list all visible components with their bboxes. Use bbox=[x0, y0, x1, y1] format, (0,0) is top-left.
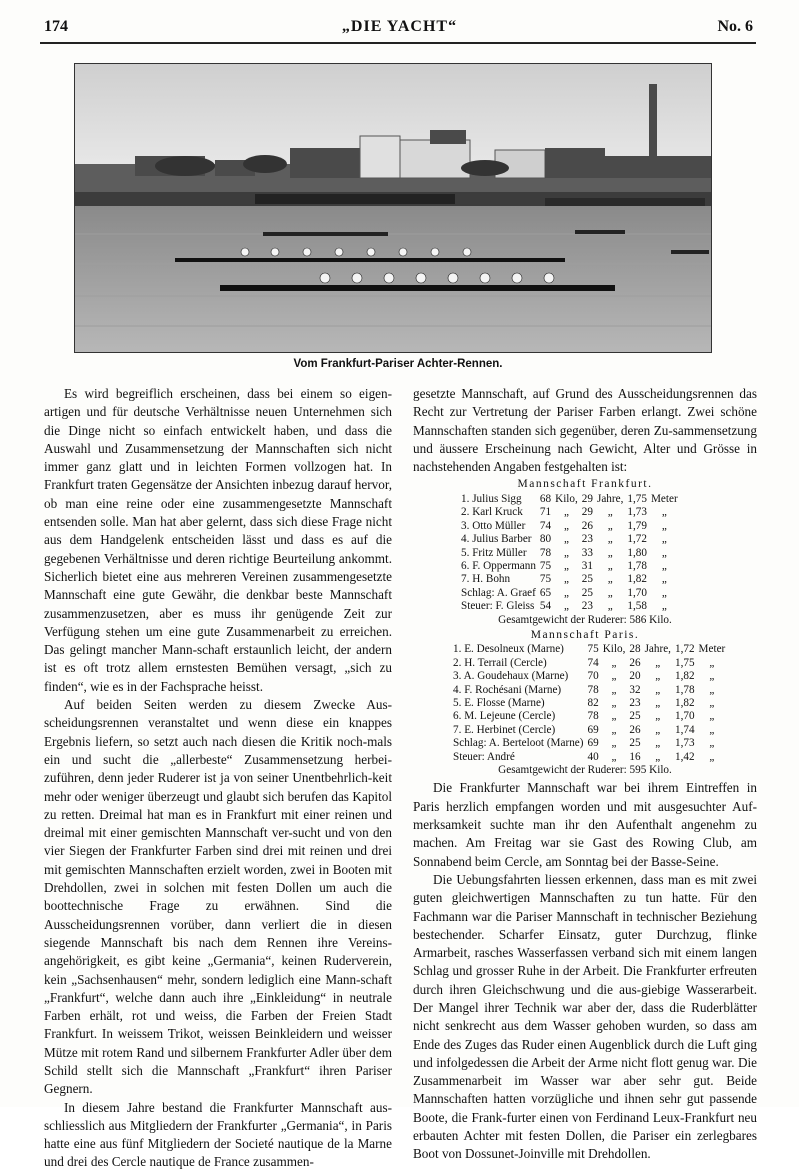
rower-height: 1,78 bbox=[674, 683, 695, 696]
rower-weight: 78 bbox=[587, 710, 599, 723]
rower-name: Steuer: F. Gleiss bbox=[461, 600, 535, 613]
rowing-race-photo bbox=[74, 63, 712, 353]
rower-age: 33 bbox=[581, 546, 593, 559]
age-unit: „ bbox=[655, 656, 661, 669]
rower-name: Steuer: André bbox=[453, 750, 515, 763]
rower-age: 26 bbox=[629, 723, 641, 736]
rower-height: 1,73 bbox=[627, 506, 647, 519]
header-rule bbox=[40, 42, 756, 44]
age-unit: „ bbox=[607, 600, 613, 613]
table-row bbox=[451, 657, 727, 670]
age-unit: „ bbox=[607, 506, 613, 519]
rower-name: Schlag: A. Berteloot (Marne) bbox=[453, 737, 584, 750]
rower-age: 29 bbox=[581, 492, 593, 505]
age-unit: „ bbox=[655, 683, 661, 696]
rower-weight: 40 bbox=[587, 750, 599, 763]
age-unit: „ bbox=[655, 710, 661, 723]
rower-age: 25 bbox=[629, 737, 641, 750]
table-row bbox=[459, 547, 680, 560]
right-intro-paragraph: gesetzte Mannschaft, auf Grund des Ausscheidungsrennen das Recht zur Vertretung der Pariser Farben erlangt. Zwei schöne Mannschaften standen sich gegenüber, deren Zu-sammensetzung und äussere Erscheinung nach Gewicht, Alter und Grösse in nachstehenden Angaben festgehalten ist: bbox=[413, 386, 757, 475]
table-row bbox=[451, 697, 727, 710]
rower-weight: 80 bbox=[539, 533, 552, 546]
weight-unit: „ bbox=[563, 600, 569, 613]
height-unit: „ bbox=[709, 696, 715, 709]
left-paragraph-2: Auf beiden Seiten werden zu diesem Zwecke Aus-scheidungsrennen veranstaltet und wenn diese ein knappes Ergebnis liefern, so setzt auch nach diesen die Kritik noch-mals ein und sucht die „allerbeste“ Zusammensetzung herbei-zuführen, denn jeder Ruderer ist ja von seiner Unentbehrlich-keit mehr oder weniger überzeugt und glaubt sich berufen das Kapitol zu retten. Dreimal hat man es in Frankfurt mit einer reinen und dreimal mit einer gemischten Mannschaft ver-sucht und von den vier Siegen der Frankfurter Farben sind drei mit reinen und drei mit gemischten Mannschaften erzielt worden, zwei in Booten mit Drehdollen, zwei in solchen mit festen Dollen um auch die boottechnische Frage zu erwähnen. Sind die Ausscheidungsrennen vorüber, dann verliert die in diesen siegende Mannschaft bis nach dem Rennen ihre Vereins-angehörigkeit, es gibt keine „Germania“, keinen Ruderverein, kein „Sachsenhausen“ mehr, sondern lediglich eine Mann-schaft „Frankfurt“, welche dann auch ihre „Einkleidung“ in neutrale Farben erhält, rot und weiss, die Farben der Freien Stadt Frankfurt. In weissem Trikot, weissen Beinkleidern und weisser Mütze mit rotem Rand und silbernem Frankfurter Adler über dem Schild stellt sich die Mannschaft „Frankfurt“ ihren Pariser Gegnern. bbox=[44, 697, 392, 1097]
weight-unit: „ bbox=[611, 710, 617, 723]
rower-height: 1,70 bbox=[627, 586, 647, 599]
rower-height: 1,75 bbox=[627, 492, 647, 505]
rower-age: 25 bbox=[581, 573, 593, 586]
height-unit: „ bbox=[661, 600, 667, 613]
rower-name: 4. Julius Barber bbox=[461, 533, 532, 546]
height-unit: Meter bbox=[698, 643, 726, 656]
rower-age: 23 bbox=[629, 696, 641, 709]
table-row bbox=[459, 506, 680, 519]
rower-height: 1,72 bbox=[627, 533, 647, 546]
height-unit: „ bbox=[661, 546, 667, 559]
left-column bbox=[44, 385, 392, 1172]
age-unit: Jahre, bbox=[596, 492, 624, 505]
age-unit: „ bbox=[607, 559, 613, 572]
table-row bbox=[459, 533, 680, 546]
rowing-race-illustration bbox=[75, 64, 711, 352]
height-unit: „ bbox=[661, 559, 667, 572]
rower-age: 26 bbox=[629, 656, 641, 669]
photo-caption: Vom Frankfurt-Pariser Achter-Rennen. bbox=[293, 358, 503, 370]
rower-age: 20 bbox=[629, 670, 641, 683]
weight-unit: „ bbox=[563, 573, 569, 586]
table-row bbox=[451, 751, 727, 764]
rower-name: 1. Julius Sigg bbox=[461, 492, 522, 505]
table-row bbox=[459, 587, 680, 600]
rower-age: 16 bbox=[629, 750, 641, 763]
table-row bbox=[451, 670, 727, 683]
height-unit: „ bbox=[709, 723, 715, 736]
table-row bbox=[451, 710, 727, 723]
roster-paris-table bbox=[451, 643, 727, 764]
roster-frankfurt-title: Mannschaft Frankfurt. bbox=[517, 478, 653, 491]
weight-unit: „ bbox=[611, 737, 617, 750]
rower-weight: 70 bbox=[587, 670, 599, 683]
rower-height: 1,58 bbox=[627, 600, 647, 613]
weight-unit: „ bbox=[563, 559, 569, 572]
rower-height: 1,78 bbox=[627, 559, 647, 572]
roster-paris-title: Mannschaft Paris. bbox=[530, 628, 640, 641]
weight-unit: Kilo, bbox=[555, 492, 578, 505]
table-row bbox=[451, 724, 727, 737]
rower-height: 1,80 bbox=[627, 546, 647, 559]
rower-weight: 54 bbox=[539, 600, 552, 613]
roster-paris-total: Gesamtgewicht der Ruderer: 595 Kilo. bbox=[498, 764, 672, 777]
rower-height: 1,82 bbox=[674, 670, 695, 683]
rower-weight: 74 bbox=[587, 656, 599, 669]
roster-frankfurt-table bbox=[459, 493, 680, 614]
age-unit: „ bbox=[655, 696, 661, 709]
rower-weight: 71 bbox=[539, 506, 552, 519]
rower-weight: 78 bbox=[587, 683, 599, 696]
table-row bbox=[459, 573, 680, 586]
rower-name: 3. A. Goudehaux (Marne) bbox=[453, 670, 569, 683]
height-unit: „ bbox=[661, 506, 667, 519]
rower-age: 29 bbox=[581, 506, 593, 519]
rower-height: 1,72 bbox=[674, 643, 695, 656]
age-unit: „ bbox=[655, 737, 661, 750]
weight-unit: „ bbox=[563, 533, 569, 546]
rower-age: 32 bbox=[629, 683, 641, 696]
weight-unit: „ bbox=[563, 519, 569, 532]
height-unit: „ bbox=[661, 586, 667, 599]
rower-weight: 74 bbox=[539, 519, 552, 532]
age-unit: „ bbox=[655, 750, 661, 763]
rower-name: 3. Otto Müller bbox=[461, 519, 526, 532]
rower-weight: 68 bbox=[539, 492, 552, 505]
table-row bbox=[459, 520, 680, 533]
rower-height: 1,74 bbox=[674, 723, 695, 736]
weight-unit: „ bbox=[611, 750, 617, 763]
height-unit: „ bbox=[709, 683, 715, 696]
rower-height: 1,70 bbox=[674, 710, 695, 723]
rower-height: 1,73 bbox=[674, 737, 695, 750]
weight-unit: „ bbox=[611, 696, 617, 709]
rower-height: 1,75 bbox=[674, 656, 695, 669]
rower-age: 31 bbox=[581, 559, 593, 572]
age-unit: Jahre, bbox=[644, 643, 671, 656]
weight-unit: „ bbox=[611, 656, 617, 669]
issue-number: No. 6 bbox=[717, 18, 753, 35]
page-header bbox=[34, 18, 765, 40]
table-row bbox=[451, 684, 727, 697]
rower-weight: 69 bbox=[587, 737, 599, 750]
rower-weight: 69 bbox=[587, 723, 599, 736]
height-unit: „ bbox=[661, 533, 667, 546]
weight-unit: „ bbox=[611, 670, 617, 683]
rower-weight: 75 bbox=[587, 643, 599, 656]
table-row bbox=[451, 643, 727, 656]
rower-name: Schlag: A. Graef bbox=[461, 586, 536, 599]
rower-weight: 78 bbox=[539, 546, 552, 559]
rower-name: 2. H. Terrail (Cercle) bbox=[453, 656, 547, 669]
rower-age: 25 bbox=[581, 586, 593, 599]
left-paragraph-1: Es wird begreiflich erscheinen, dass bei einem so eigen-artigen und für deutsche Verhältnisse neuen Unternehmen sich die Dinge nicht so einfach entwickelt haben, und dass die Auswahl und Zusammensetzung der Mannschaften sich nicht immer ganz glatt und in leichten Formen vollzogen hat. In Frankfurt traten Gegensätze der Ansichten inbezug darauf hervor, ob man eine reine oder eine zusammengesetzte Mannschaft entsenden solle. Man hat aber gelernt, dass sich diese Frage nicht aus dem Handgelenk entscheiden lässt und dass es auf die gegebenen Verhältnisse und deren richtige Beurteilung ankommt. Sicherlich bietet eine aus mehreren Vereinen zusammengesetzte Mannschaft eine gute Gewähr, die denkbar beste Mannschaft zusammenzusetzen, aber es muss ihr genügende Zeit zur Verfügung stehen um eine gute Zusammenarbeit zu erreichen. Das gelingt mancher Mann-schaft erstaunlich leicht, der andern ist es oft trotz allem ernstesten Bemühen versagt, „sich zu finden“, wie es in der Fachsprache heisst. bbox=[44, 386, 392, 694]
rower-age: 25 bbox=[629, 710, 641, 723]
age-unit: „ bbox=[607, 586, 613, 599]
roster-frankfurt bbox=[413, 478, 757, 626]
rower-height: 1,82 bbox=[674, 696, 695, 709]
height-unit: „ bbox=[709, 670, 715, 683]
weight-unit: „ bbox=[611, 723, 617, 736]
height-unit: „ bbox=[709, 656, 715, 669]
table-row bbox=[459, 493, 680, 506]
rower-weight: 75 bbox=[539, 573, 552, 586]
rower-name: 7. H. Bohn bbox=[461, 573, 511, 586]
age-unit: „ bbox=[607, 546, 613, 559]
journal-title: „DIE YACHT“ bbox=[341, 18, 458, 35]
rower-height: 1,79 bbox=[627, 519, 647, 532]
height-unit: „ bbox=[709, 737, 715, 750]
rower-weight: 75 bbox=[539, 559, 552, 572]
rower-name: 4. F. Rochésani (Marne) bbox=[453, 683, 562, 696]
weight-unit: „ bbox=[563, 506, 569, 519]
roster-paris bbox=[413, 629, 757, 777]
table-row bbox=[451, 737, 727, 750]
rower-height: 1,42 bbox=[674, 750, 695, 763]
rower-name: 5. Fritz Müller bbox=[461, 546, 527, 559]
height-unit: Meter bbox=[650, 492, 678, 505]
weight-unit: „ bbox=[563, 546, 569, 559]
rower-age: 26 bbox=[581, 519, 593, 532]
age-unit: „ bbox=[655, 670, 661, 683]
right-paragraph-1: Die Frankfurter Mannschaft war bei ihrem Eintreffen in Paris herzlich empfangen worden und mit ausgesuchter Auf-merksamkeit suchte man ihr den Aufenthalt angenehm zu machen. Am Freitag war sie Gast des Rowing Club, am Sonnabend beim Cercle, am Sonntag bei der Basse-Seine. bbox=[413, 780, 757, 869]
age-unit: „ bbox=[655, 723, 661, 736]
weight-unit: „ bbox=[611, 683, 617, 696]
height-unit: „ bbox=[709, 750, 715, 763]
right-paragraph-2: Die Uebungsfahrten liessen erkennen, dass man es mit zwei guten gleichwertigen Mannschaften zu tun hatte. Für den Fachmann war die Pariser Mannschaft in technischer Beziehung bestechender. Scharfer Einsatz, guter Durchzug, flinke Armarbeit, rasches Wasserfassen verband sich mit einem langen Schlag und grosser Ruhe in der Arbeit. Die Frankfurter erfreuten durch ihren Gleichschwung und die aus-giebige Wasserarbeit. Der Mangel ihrer Technik war aber der, dass die Ruderblätter nicht senkrecht aus dem Wasser gehoben wurden, so dass am Ende des Zuges das Ruder einen Augenblick durch die Luft ging und infolgedessen die Arbeit der Arme nicht flott genug war. Die Zusammenarbeit im Wasser war aber sehr gut. Beide Mannschaften hatten vorzügliche und ihnen sehr gut passende Boote, die Frank-furter einen von Ferdinand Leux-Frankfurt neu erbauten Achter mit festen Dollen, die Pariser ein zerlegbares Boot von Dossunet-Joinville mit Drehdollen. bbox=[413, 871, 757, 1162]
age-unit: „ bbox=[607, 519, 613, 532]
height-unit: „ bbox=[661, 519, 667, 532]
rower-age: 23 bbox=[581, 600, 593, 613]
rower-name: 6. M. Lejeune (Cercle) bbox=[453, 710, 556, 723]
rower-name: 6. F. Oppermann bbox=[461, 559, 536, 572]
rower-name: 7. E. Herbinet (Cercle) bbox=[453, 723, 556, 736]
roster-frankfurt-total: Gesamtgewicht der Ruderer: 586 Kilo. bbox=[498, 613, 672, 626]
rower-name: 1. E. Desolneux (Marne) bbox=[453, 643, 564, 656]
weight-unit: Kilo, bbox=[602, 643, 626, 656]
rower-weight: 82 bbox=[587, 696, 599, 709]
table-row bbox=[459, 600, 680, 613]
left-paragraph-3: In diesem Jahre bestand die Frankfurter Mannschaft aus-schliesslich aus Mitgliedern der Frankfurter „Germania“, in Paris hatte eine aus fünf Mitgliedern der Societé nautique de la Marne und drei des Cercle nautique de France zusammen- bbox=[44, 1099, 392, 1170]
height-unit: „ bbox=[709, 710, 715, 723]
right-column bbox=[413, 385, 757, 1164]
height-unit: „ bbox=[661, 573, 667, 586]
page-number: 174 bbox=[44, 18, 68, 35]
age-unit: „ bbox=[607, 573, 613, 586]
table-row bbox=[459, 560, 680, 573]
rower-height: 1,82 bbox=[627, 573, 647, 586]
rower-name: 2. Karl Kruck bbox=[461, 506, 523, 519]
rower-age: 23 bbox=[581, 533, 593, 546]
age-unit: „ bbox=[607, 533, 613, 546]
rower-weight: 65 bbox=[539, 586, 552, 599]
weight-unit: „ bbox=[563, 586, 569, 599]
rower-name: 5. E. Flosse (Marne) bbox=[453, 696, 545, 709]
rower-age: 28 bbox=[629, 643, 641, 656]
